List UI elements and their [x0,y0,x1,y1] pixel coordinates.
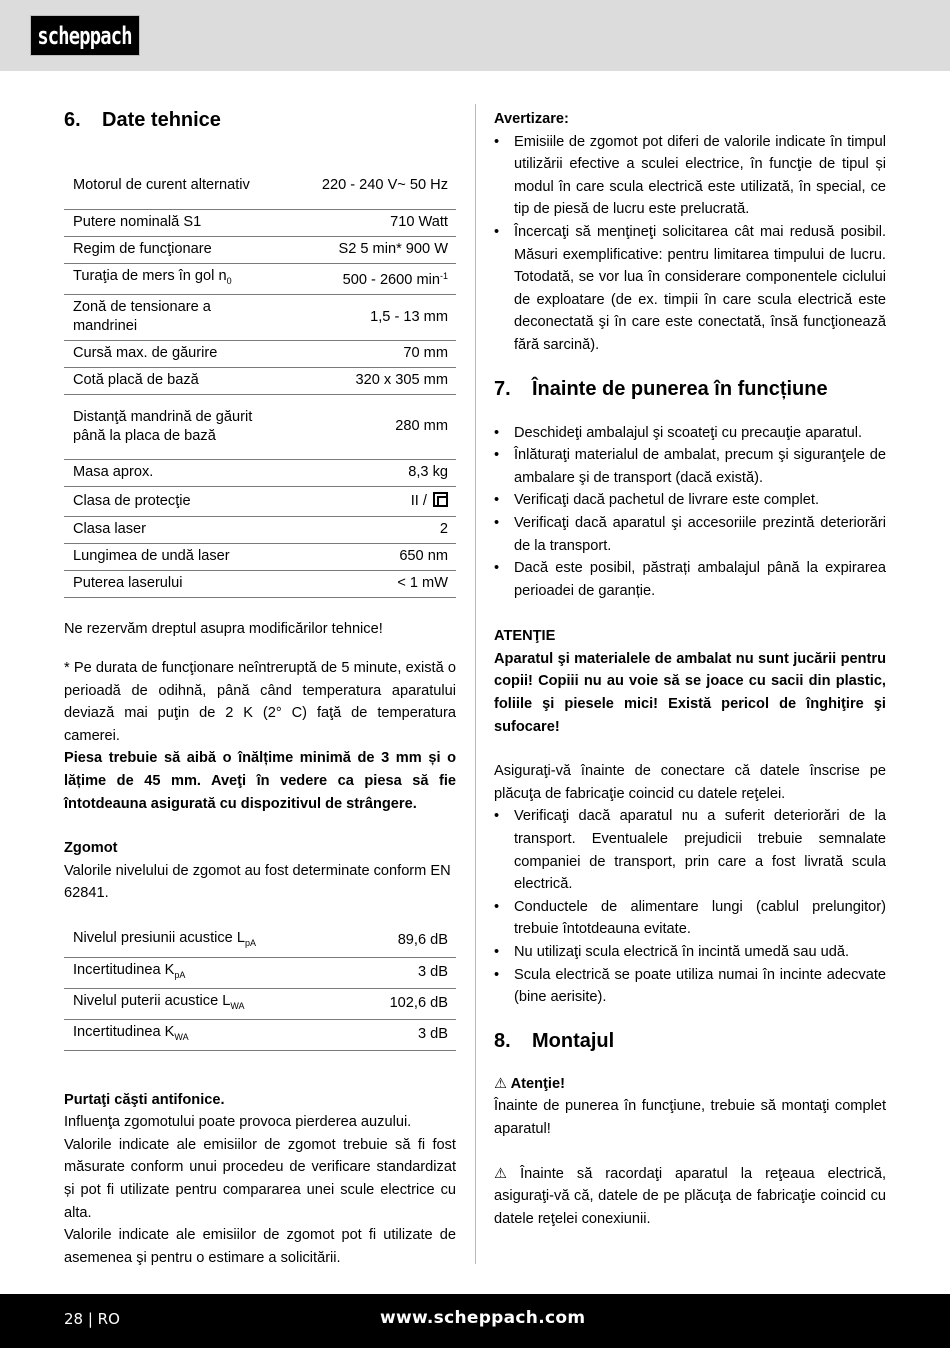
row-label: Turaţia de mers în gol $n_0$ [64,263,264,294]
row-label: Distanţă mandrină de găurit până la placa de bază [64,394,264,459]
table-row [64,459,456,486]
row-value: < 1 mW [264,570,456,597]
warning-heading: Avertizare: [494,111,569,127]
connect-warning: ⚠ Înainte să racordaţi aparatul la reţeaua electrică, asiguraţi-vă că, datele de pe plăcuţa de fabricaţie coincid cu datele reţelei conexiunii. [494,1163,886,1231]
list-item: • Înlăturaţi materialul de ambalat, precum şi siguranţele de ambalare şi de transport (dacă există). [494,444,886,489]
workpiece-note: Piesa trebuie să aibă o înălțime minimă de 3 mm și o lățime de 45 mm. Aveţi în vedere ca piesa să fie întotdeauna asigurată cu dispozitivul de strângere. [64,750,456,812]
row-value: 3 dB [344,957,456,988]
column-divider [475,104,476,1264]
row-value: 320 x 305 mm [264,367,456,394]
table-row [64,957,456,988]
row-label: Zonă de tensionare a mandrinei [64,294,264,340]
list-item: • Verificaţi dacă pachetul de livrare este complet. [494,489,886,512]
row-value: 650 nm [264,543,456,570]
page-header [0,0,950,71]
list-item: • Deschideţi ambalajul şi scoateţi cu precauţie aparatul. [494,422,886,445]
row-label: Cotă placă de bază [64,367,264,394]
row-label: Nivelul presiunii acustice $L_{pA}$ [64,925,344,957]
warning-triangle-icon: ⚠ [494,1165,508,1182]
noise-table [64,925,456,1051]
row-label: Regim de funcţionare [64,236,264,263]
row-label: Cursă max. de găurire [64,340,264,367]
list-item: • Conductele de alimentare lungi (cablul prelungitor) trebuie întotdeauna evitate. [494,896,886,941]
ear-protection-p1: Influenţa zgomotului poate provoca pierderea auzului. [64,1114,412,1131]
row-label: Clasa de protecţie [64,486,264,516]
ear-protection-heading: Purtaţi căşti antifonice. [64,1091,225,1108]
attention-text: Aparatul şi materialele de ambalat nu sunt jucării pentru copii! Copiii nu au voie să se joace cu sacii din plastic, foliile şi piesele mici! Există pericol de înghiţire şi sufocare! [494,650,886,735]
ear-protection-p2: Valorile indicate ale emisiilor de zgomot trebuie să fi fost măsurate conform unui procedeu de verificare standardizat și pot fi utilizate pentru compararea unei scule electrice cu alta. [64,1136,456,1221]
protection-class-ii-icon [433,492,448,507]
row-value: 1,5 - 13 mm [264,294,456,340]
table-row [64,570,456,597]
row-label: Incertitudinea $K_{WA}$ [64,1019,344,1050]
row-value: 710 Watt [264,209,456,236]
table-row [64,263,456,294]
list-item: • Emisiile de zgomot pot diferi de valorile indicate în timpul utilizării efective a sculei electrice, în funcţie de tipul și modul în care scula electrică este utilizată, în special, ce tip de piesă de lucru este prelucrată. [494,131,886,221]
row-value: 89,6 dB [344,925,456,957]
table-row [64,367,456,394]
page-number: 28 | RO [64,1310,120,1328]
row-label: Clasa laser [64,516,264,543]
table-row [64,543,456,570]
website-link[interactable]: www.scheppach.com [380,1308,586,1328]
table-row [64,486,456,516]
row-label: Masa aprox. [64,459,264,486]
unpacking-list [494,422,886,603]
attention-heading: ATENŢIE [494,628,556,645]
row-value: 70 mm [264,340,456,367]
row-value: S2 5 min* 900 W [264,236,456,263]
row-label: Puterea laserului [64,570,264,597]
list-item: • Dacă este posibil, păstrați ambalajul până la expirarea perioadei de garanție. [494,557,886,602]
list-item: • Scula electrică se poate utiliza numai în incinte adecvate (bine aerisite). [494,964,886,1009]
montage-attention-text: Înainte de punerea în funcţiune, trebuie să montaţi complet aparatul! [494,1098,886,1137]
ear-protection-p3: Valorile indicate ale emisiilor de zgomot pot fi utilizate de asemenea şi pentru o estimare a solicitării. [64,1227,456,1266]
row-label: Lungimea de undă laser [64,543,264,570]
table-row [64,925,456,957]
table-row [64,988,456,1019]
check-list [494,805,886,1008]
list-item: • Verificaţi dacă aparatul şi accesoriile prezintă deteriorări de la transport. [494,512,886,557]
section-7-heading: 7. Înainte de punerea în funcțiune [494,377,828,400]
table-row [64,340,456,367]
table-row [64,394,456,459]
row-label: Nivelul puterii acustice $L_{WA}$ [64,988,344,1019]
warning-triangle-icon: ⚠ [494,1075,508,1092]
technical-data-table [64,163,456,598]
noise-intro: Valorile nivelului de zgomot au fost determinate conform EN 62841. [64,862,451,902]
table-row [64,1019,456,1050]
duty-cycle-footnote: * Pe durata de funcţionare neîntreruptă de 5 minute, există o perioadă de odihnă, până când temperatura aparatului deviază mai puţin de 2 K (2° C) faţă de temperatura camerei. [64,660,456,744]
row-label: Putere nominală S1 [64,209,264,236]
row-value: II / [264,486,456,516]
list-item: • Verificaţi dacă aparatul nu a suferit deteriorări de la transport. Eventualele prejudicii trebuie semnalate companiei de transport, prin care a fost livrată scula electrică. [494,805,886,895]
row-value: 3 dB [344,1019,456,1050]
row-value: 102,6 dB [344,988,456,1019]
list-item: • Nu utilizaţi scula electrică în incintă umedă sau udă. [494,941,886,964]
left-column [64,104,456,1269]
table-row [64,294,456,340]
table-row [64,209,456,236]
row-label: Incertitudinea $K_{pA}$ [64,957,344,988]
row-value: 2 [264,516,456,543]
table-row [64,236,456,263]
row-value: 220 - 240 V~ 50 Hz [264,163,456,209]
warning-list [494,131,886,357]
check-intro: Asiguraţi-vă înainte de conectare că datele înscrise pe plăcuţa de fabricaţie coincid cu datele reţelei. [494,763,886,802]
section-8-heading: 8. Montajul [494,1029,615,1052]
table-row [64,516,456,543]
row-value: 8,3 kg [264,459,456,486]
montage-attention-heading: ⚠ Atenţie! [494,1073,886,1096]
row-label: Motorul de curent alternativ [64,163,264,209]
list-item: • Încercaţi să menţineţi solicitarea cât mai redusă posibil. Măsuri exemplificative: pentru limitarea timpului de lucru. Totodată, se vor lua în considerare componentele ciclului de exploatare (de ex. timpii în care scula electrică este deconectată şi în care este conectată, însă funcţionează fără sarcină). [494,221,886,357]
reserve-note: Ne rezervăm dreptul asupra modificărilor tehnice! [64,620,383,637]
right-column [494,108,886,1230]
scheppach-logo: scheppach [30,15,140,56]
page-footer [0,1294,950,1348]
table-row [64,163,456,209]
noise-heading: Zgomot [64,840,118,857]
section-6-heading: 6. Date tehnice [64,109,221,131]
row-value: 500 - 2600 $\min^{-1}$ [264,263,456,294]
row-value: 280 mm [264,394,456,459]
